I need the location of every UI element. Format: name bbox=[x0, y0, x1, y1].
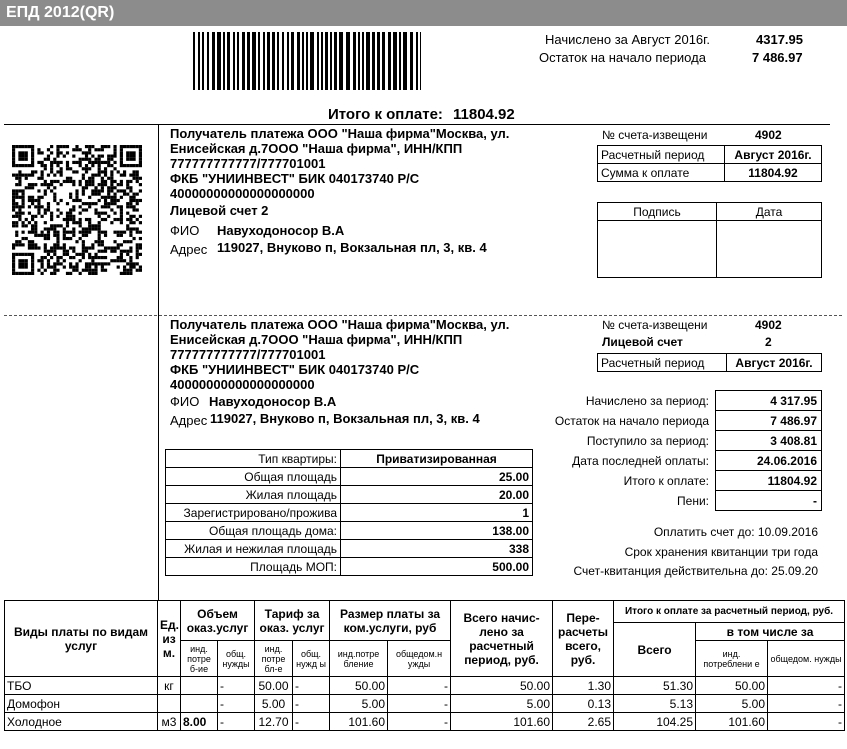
summary-label: Итого к оплате: bbox=[623, 473, 709, 488]
header-volume-common: общ. нужды bbox=[218, 641, 255, 677]
recipient-line: Получатель платежа ООО "Наша фирма"Москва, ул. bbox=[170, 317, 510, 332]
signature-field[interactable] bbox=[598, 221, 717, 278]
apartment-value: 338 bbox=[341, 540, 533, 558]
pay-until: Оплатить счет до: 10.09.2016 bbox=[653, 525, 818, 539]
service-recalc: 1.30 bbox=[553, 677, 614, 695]
notice-number-label: № счета-извещени bbox=[602, 128, 708, 142]
header-volume-ind: инд. потре б-ие bbox=[181, 641, 218, 677]
header-including: в том числе за bbox=[696, 623, 845, 641]
header-divider bbox=[4, 124, 830, 125]
period-value: Август 2016г. bbox=[725, 146, 822, 164]
recipient-line: 777777777777/777701001 bbox=[170, 347, 326, 362]
notice-period-table bbox=[597, 145, 822, 182]
service-size-common: - bbox=[388, 713, 451, 731]
receipt-fio-value: Навуходоносор В.А bbox=[209, 394, 337, 409]
recipient-line: ФКБ "УНИИНВЕСТ" БИК 040173740 Р/С bbox=[170, 362, 420, 377]
service-size-ind: 5.00 bbox=[330, 695, 388, 713]
apartment-value: 500.00 bbox=[341, 558, 533, 576]
sum-value: 11804.92 bbox=[725, 164, 822, 182]
signature-label: Подпись bbox=[598, 203, 717, 221]
service-accrued: 5.00 bbox=[451, 695, 553, 713]
summary-value: 11804.92 bbox=[716, 471, 822, 491]
receipt-number-label: № счета-извещени bbox=[602, 318, 708, 332]
service-tar-ind: 5.00 bbox=[255, 695, 293, 713]
total-due-value: 11804.92 bbox=[453, 106, 515, 123]
notice-address-value: 119027, Внуково п, Вокзальная пл, 3, кв. 4 bbox=[217, 240, 487, 255]
header-tariff-common: общ. нужд ы bbox=[293, 641, 330, 677]
service-total: 104.25 bbox=[614, 713, 696, 731]
service-size-common: - bbox=[388, 677, 451, 695]
summary-label: Поступило за период: bbox=[586, 433, 709, 448]
header-inc-common: общедом. нужды bbox=[768, 641, 845, 677]
service-recalc: 2.65 bbox=[553, 713, 614, 731]
service-size-ind: 50.00 bbox=[330, 677, 388, 695]
recipient-line: Получатель платежа ООО "Наша фирма"Москва, ул. bbox=[170, 126, 510, 141]
header-size: Размер платы за ком.услуги, руб bbox=[330, 601, 451, 641]
signature-table bbox=[597, 202, 822, 278]
service-inc-common: - bbox=[768, 713, 845, 731]
notice-address-label: Адрес bbox=[170, 242, 208, 257]
summary-label: Пени: bbox=[677, 493, 709, 508]
receipt-number-value: 4902 bbox=[755, 318, 782, 332]
notice-fio-value: Навуходоносор В.А bbox=[217, 223, 345, 238]
service-vol-ind: 8.00 bbox=[181, 713, 218, 731]
apartment-label: Зарегистрировано/прожива bbox=[166, 504, 341, 522]
summary-label: Остаток на начало периода bbox=[554, 413, 709, 428]
service-tar-common: - bbox=[293, 677, 330, 695]
recipient-line: ФКБ "УНИИНВЕСТ" БИК 040173740 Р/С bbox=[170, 171, 420, 186]
service-tar-ind: 12.70 bbox=[255, 713, 293, 731]
service-tar-common: - bbox=[293, 713, 330, 731]
header-to-pay-total: Всего bbox=[614, 623, 696, 677]
header-total-accrued: Всего начис-лено за расчетный период, руб. bbox=[451, 601, 553, 677]
apartment-label: Общая площадь bbox=[166, 468, 341, 486]
receipt-account-label: Лицевой счет bbox=[602, 335, 683, 349]
summary-value: 7 486.97 bbox=[716, 411, 822, 431]
receipt-fio-label: ФИО bbox=[170, 394, 200, 409]
service-accrued: 50.00 bbox=[451, 677, 553, 695]
summary-label: Дата последней оплаты: bbox=[572, 453, 709, 468]
apartment-value: Приватизированная bbox=[341, 450, 533, 468]
header-unit: Ед. из м. bbox=[158, 601, 181, 677]
storage-note: Срок хранения квитанции три года bbox=[624, 545, 818, 559]
service-total: 51.30 bbox=[614, 677, 696, 695]
notice-fio-label: ФИО bbox=[170, 223, 200, 238]
summary-value: 24.06.2016 bbox=[716, 451, 822, 471]
notice-recipient bbox=[170, 126, 530, 201]
accrued-value: 4317.95 bbox=[756, 32, 803, 47]
table-row bbox=[5, 695, 845, 713]
receipt-account-value: 2 bbox=[765, 335, 772, 349]
service-size-common: - bbox=[388, 695, 451, 713]
service-size-ind: 101.60 bbox=[330, 713, 388, 731]
service-unit: м3 bbox=[158, 713, 181, 731]
service-vol-common: - bbox=[218, 695, 255, 713]
service-inc-ind: 50.00 bbox=[696, 677, 768, 695]
service-inc-common: - bbox=[768, 695, 845, 713]
header-to-pay: Итого к оплате за расчетный период, руб. bbox=[614, 601, 845, 623]
service-vol-common: - bbox=[218, 713, 255, 731]
apartment-label: Жилая площадь bbox=[166, 486, 341, 504]
service-vol-ind bbox=[181, 695, 218, 713]
period-label: Расчетный период bbox=[598, 354, 727, 372]
notice-number-value: 4902 bbox=[755, 128, 782, 142]
section-divider-vertical bbox=[158, 124, 159, 600]
qr-code bbox=[12, 145, 142, 275]
service-name: Холодное bbox=[5, 713, 158, 731]
total-due-label: Итого к оплате: bbox=[328, 106, 443, 123]
table-row bbox=[5, 677, 845, 695]
service-recalc: 0.13 bbox=[553, 695, 614, 713]
service-accrued: 101.60 bbox=[451, 713, 553, 731]
services-table bbox=[4, 600, 845, 731]
recipient-line: 40000000000000000000 bbox=[170, 377, 315, 392]
service-inc-common: - bbox=[768, 677, 845, 695]
table-row bbox=[5, 713, 845, 731]
header-tariff: Тариф за оказ. услуг bbox=[255, 601, 330, 641]
apartment-table bbox=[165, 449, 533, 576]
accrued-label: Начислено за Август 2016г. bbox=[545, 32, 710, 47]
sum-label: Сумма к оплате bbox=[598, 164, 725, 182]
summary-value: - bbox=[716, 491, 822, 511]
date-label: Дата bbox=[717, 203, 822, 221]
valid-until: Счет-квитанция действительна до: 25.09.20 bbox=[573, 564, 818, 578]
apartment-label: Жилая и нежилая площадь bbox=[166, 540, 341, 558]
balance-value: 7 486.97 bbox=[752, 50, 803, 65]
summary-block bbox=[540, 390, 822, 511]
service-vol-common: - bbox=[218, 677, 255, 695]
receipt-period-table bbox=[597, 353, 822, 372]
service-inc-ind: 5.00 bbox=[696, 695, 768, 713]
apartment-value: 138.00 bbox=[341, 522, 533, 540]
receipt-recipient bbox=[170, 317, 530, 392]
notice-account: Лицевой счет 2 bbox=[170, 203, 269, 218]
period-value: Август 2016г. bbox=[727, 354, 822, 372]
header-inc-ind: инд. потреблени е bbox=[696, 641, 768, 677]
window-title: ЕПД 2012(QR) bbox=[0, 0, 847, 26]
summary-label: Начислено за период: bbox=[585, 393, 709, 408]
service-tar-ind: 50.00 bbox=[255, 677, 293, 695]
apartment-label: Тип квартиры: bbox=[166, 450, 341, 468]
cut-line bbox=[4, 315, 842, 316]
apartment-value: 20.00 bbox=[341, 486, 533, 504]
recipient-line: Енисейская д.7ООО "Наша фирма", ИНН/КПП bbox=[170, 332, 463, 347]
recipient-line: 40000000000000000000 bbox=[170, 186, 315, 201]
service-tar-common: - bbox=[293, 695, 330, 713]
header-size-common: общедом.н ужды bbox=[388, 641, 451, 677]
header-size-ind: инд.потре бление bbox=[330, 641, 388, 677]
apartment-value: 1 bbox=[341, 504, 533, 522]
balance-label: Остаток на начало периода bbox=[539, 50, 706, 65]
service-inc-ind: 101.60 bbox=[696, 713, 768, 731]
recipient-line: Енисейская д.7ООО "Наша фирма", ИНН/КПП bbox=[170, 141, 463, 156]
date-field[interactable] bbox=[717, 221, 822, 278]
receipt-address-label: Адрес bbox=[170, 413, 208, 428]
barcode bbox=[193, 32, 423, 90]
header-tariff-ind: инд. потре бл-е bbox=[255, 641, 293, 677]
service-total: 5.13 bbox=[614, 695, 696, 713]
header-volume: Объем оказ.услуг bbox=[181, 601, 255, 641]
service-vol-ind bbox=[181, 677, 218, 695]
service-unit bbox=[158, 695, 181, 713]
recipient-line: 777777777777/777701001 bbox=[170, 156, 326, 171]
summary-value: 4 317.95 bbox=[716, 391, 822, 411]
header-kind: Виды платы по видам услуг bbox=[5, 601, 158, 677]
summary-value: 3 408.81 bbox=[716, 431, 822, 451]
header-recalc: Пере-расчеты всего, руб. bbox=[553, 601, 614, 677]
service-unit: кг bbox=[158, 677, 181, 695]
service-name: Домофон bbox=[5, 695, 158, 713]
apartment-label: Площадь МОП: bbox=[166, 558, 341, 576]
receipt-address-value: 119027, Внуково п, Вокзальная пл, 3, кв. 4 bbox=[210, 411, 480, 426]
period-label: Расчетный период bbox=[598, 146, 725, 164]
service-name: ТБО bbox=[5, 677, 158, 695]
apartment-label: Общая площадь дома: bbox=[166, 522, 341, 540]
apartment-value: 25.00 bbox=[341, 468, 533, 486]
